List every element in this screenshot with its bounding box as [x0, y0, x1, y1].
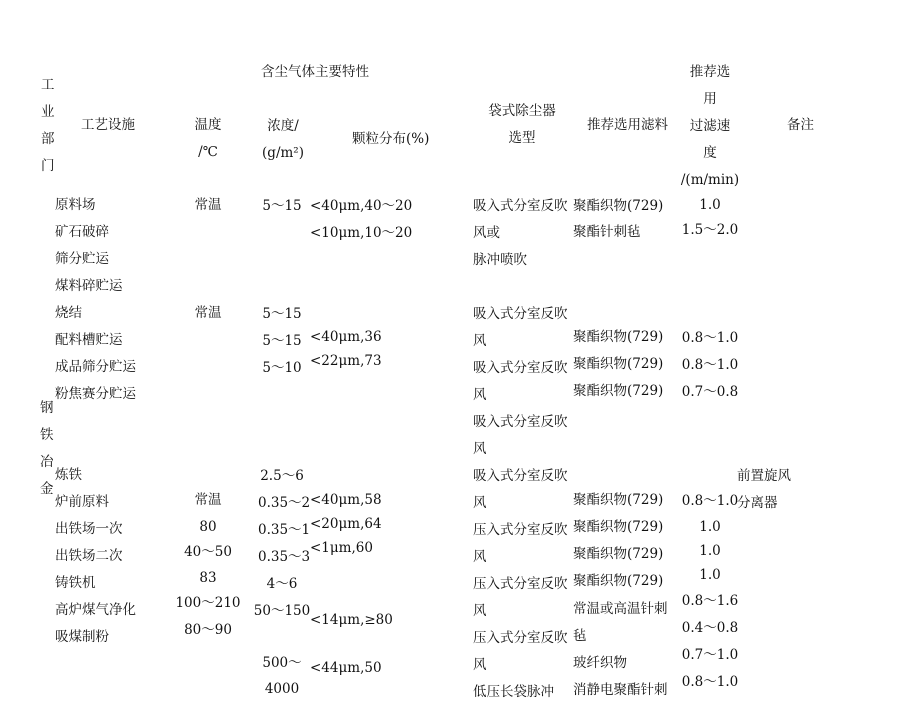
dept-name-char: 冶: [40, 454, 54, 470]
conc-cell: 4000: [264, 681, 300, 697]
collector-cell: 风: [473, 495, 487, 511]
facility-cell: 煤料碎贮运: [55, 278, 123, 294]
temp-cell: 常温: [194, 492, 222, 508]
remark-cell: 分离器: [737, 495, 778, 511]
header-facility: 工艺设施: [81, 117, 135, 133]
collector-cell: 风或: [473, 225, 500, 241]
collector-cell: 吸入式分室反吹: [473, 414, 568, 430]
collector-cell: 压入式分室反吹: [473, 576, 568, 592]
temp-cell: 83: [199, 570, 217, 586]
particle-cell: <40μm,40～20: [310, 198, 413, 214]
header-dept-char: 业: [41, 104, 55, 120]
header-gas-group: 含尘气体主要特性: [261, 64, 369, 80]
velocity-cell: 0.8～1.0: [681, 674, 739, 690]
temp-cell: 80～90: [184, 622, 232, 638]
conc-cell: 5～15: [262, 306, 302, 322]
collector-cell: 吸入式分室反吹: [473, 360, 568, 376]
filter-cell: 毡: [573, 628, 587, 644]
filter-cell: 聚酯织物(729): [573, 329, 664, 345]
facility-cell: 粉焦赛分贮运: [55, 386, 136, 402]
facility-cell: 炼铁: [55, 467, 82, 483]
collector-cell: 风: [473, 333, 487, 349]
header-dept-char: 门: [41, 158, 55, 174]
collector-cell: 低压长袋脉冲: [473, 684, 554, 700]
filter-cell: 常温或高温针刺: [573, 601, 668, 617]
header-temp-line: 温度: [194, 117, 222, 133]
filter-cell: 聚酯织物(729): [573, 383, 664, 399]
temp-cell: 常温: [194, 305, 222, 321]
velocity-cell: 1.0: [699, 567, 721, 583]
header-velocity-line: /(m/min): [680, 172, 740, 188]
conc-cell: 2.5～6: [260, 468, 304, 484]
header-velocity-line: 度: [703, 145, 717, 161]
filter-cell: 聚酯织物(729): [573, 492, 664, 508]
header-conc-line: (g/m²): [262, 145, 304, 161]
temp-cell: 40～50: [184, 544, 232, 560]
header-filter: 推荐选用滤料: [587, 117, 668, 133]
dept-name-char: 铁: [40, 427, 54, 443]
facility-cell: 铸铁机: [55, 575, 96, 591]
filter-cell: 聚酯织物(729): [573, 198, 664, 214]
facility-cell: 筛分贮运: [55, 251, 109, 267]
particle-cell: <22μm,73: [310, 353, 382, 369]
velocity-cell: 1.0: [699, 543, 721, 559]
remark-cell: 前置旋风: [737, 468, 791, 484]
collector-cell: 压入式分室反吹: [473, 630, 568, 646]
facility-cell: 成品筛分贮运: [55, 359, 136, 375]
facility-cell: 配料槽贮运: [55, 332, 123, 348]
facility-cell: 原料场: [55, 197, 96, 213]
facility-cell: 烧结: [55, 305, 82, 321]
collector-cell: 压入式分室反吹: [473, 522, 568, 538]
header-dept-char: 工: [41, 77, 55, 93]
dept-name-char: 金: [40, 481, 54, 497]
collector-cell: 脉冲喷吹: [473, 252, 527, 268]
collector-cell: 风: [473, 387, 487, 403]
header-dept-char: 部: [41, 131, 55, 147]
header-velocity-line: 用: [703, 91, 717, 107]
temp-cell: 100～210: [175, 595, 241, 611]
conc-cell: 5～15: [262, 198, 302, 214]
velocity-cell: 0.8～1.6: [681, 593, 739, 609]
header-collector-line: 选型: [508, 130, 536, 146]
velocity-cell: 0.4～0.8: [681, 620, 739, 636]
facility-cell: 出铁场二次: [55, 548, 123, 564]
header-temp-line: /℃: [198, 144, 218, 160]
header-particle: 颗粒分布(%): [352, 131, 430, 147]
filter-cell: 消静电聚酯针刺: [573, 682, 668, 698]
particle-cell: <44μm,50: [310, 660, 382, 676]
velocity-cell: 0.7～0.8: [681, 384, 739, 400]
filter-cell: 玻纤织物: [573, 655, 627, 671]
conc-cell: 5～10: [262, 360, 302, 376]
velocity-cell: 1.0: [699, 519, 721, 535]
conc-cell: 50～150: [253, 603, 311, 619]
dept-name-char: 钢: [40, 400, 54, 416]
velocity-cell: 0.8～1.0: [681, 493, 739, 509]
collector-cell: 风: [473, 549, 487, 565]
facility-cell: 出铁场一次: [55, 521, 123, 537]
particle-cell: <40μm,58: [310, 492, 382, 508]
temp-cell: 80: [199, 519, 217, 535]
collector-cell: 吸入式分室反吹: [473, 468, 568, 484]
velocity-cell: 0.7～1.0: [681, 647, 739, 663]
velocity-cell: 1.0: [699, 197, 721, 213]
conc-cell: 0.35～2: [258, 495, 311, 511]
header-collector-line: 袋式除尘器: [488, 103, 556, 119]
collector-cell: 风: [473, 657, 487, 673]
collector-cell: 风: [473, 441, 487, 457]
facility-cell: 矿石破碎: [55, 224, 109, 240]
particle-cell: <1μm,60: [310, 540, 373, 556]
velocity-cell: 0.8～1.0: [681, 357, 739, 373]
header-velocity-line: 过滤速: [689, 118, 731, 134]
header-conc-line: 浓度/: [267, 118, 299, 134]
conc-cell: 4～6: [266, 576, 298, 592]
velocity-cell: 0.8～1.0: [681, 330, 739, 346]
temp-cell: 常温: [194, 197, 222, 213]
header-remark: 备注: [787, 117, 814, 133]
facility-cell: 炉前原料: [55, 494, 109, 510]
filter-cell: 聚酯针刺毡: [573, 224, 641, 240]
filter-cell: 聚酯织物(729): [573, 546, 664, 562]
filter-cell: 聚酯织物(729): [573, 573, 664, 589]
facility-cell: 高炉煤气净化: [55, 602, 136, 618]
particle-cell: <20μm,64: [310, 516, 382, 532]
particle-cell: <40μm,36: [310, 329, 382, 345]
conc-cell: 500～: [262, 655, 302, 671]
velocity-cell: 1.5～2.0: [681, 222, 739, 238]
collector-cell: 吸入式分室反吹: [473, 198, 568, 214]
conc-cell: 0.35～3: [258, 549, 311, 565]
conc-cell: 0.35～1: [258, 522, 311, 538]
facility-cell: 吸煤制粉: [55, 629, 109, 645]
filter-cell: 聚酯织物(729): [573, 356, 664, 372]
collector-cell: 吸入式分室反吹: [473, 306, 568, 322]
particle-cell: <14μm,≥80: [310, 612, 393, 628]
filter-cell: 聚酯织物(729): [573, 519, 664, 535]
conc-cell: 5～15: [262, 333, 302, 349]
header-velocity-line: 推荐选: [689, 64, 731, 80]
particle-cell: <10μm,10～20: [310, 225, 413, 241]
collector-cell: 风: [473, 603, 487, 619]
